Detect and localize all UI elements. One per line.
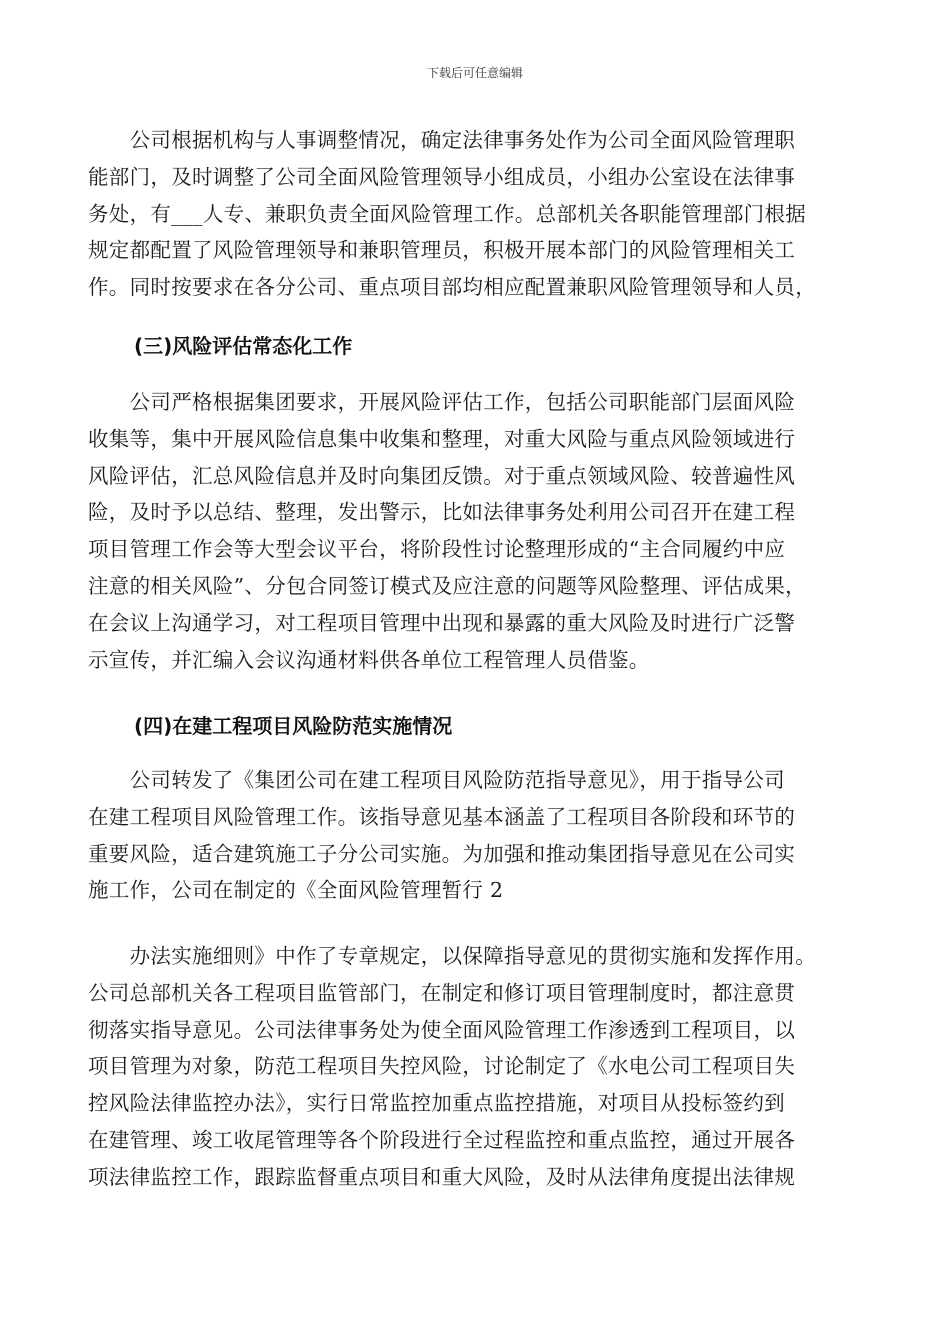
paragraph-risk-assessment [88, 384, 863, 678]
text-line: 项目管理工作会等大型会议平台，将阶段性讨论整理形成的“主合同履约中应 [88, 537, 786, 562]
text-line: 规定都配置了风险管理领导和兼职管理员，积极开展本部门的风险管理相关工 [88, 238, 796, 263]
text-line: 控风险法律监控办法》，实行日常监控加重点监控措施，对项目从投标签约到 [88, 1091, 785, 1116]
paragraph-project-risk [88, 762, 863, 909]
text-line: 收集等，集中开展风险信息集中收集和整理，对重大风险与重点风险领域进行 [88, 426, 796, 451]
text-line: 办法实施细则》中作了专章规定，以保障指导意见的贯彻实施和发挥作用。 [88, 944, 816, 968]
page-header: 下载后可任意编辑 [426, 66, 523, 80]
text-line: 公司严格根据集团要求，开展风险评估工作，包括公司职能部门层面风险 [88, 390, 796, 414]
text-line: 项法律监控工作，跟踪监督重点项目和重大风险，及时从法律角度提出法律规 [88, 1164, 796, 1189]
text-line: 项目管理为对象，防范工程项目失控风险，讨论制定了《水电公司工程项目失 [88, 1054, 796, 1079]
paragraph-org-structure [88, 122, 863, 306]
text-line: 在建管理、竣工收尾管理等各个阶段进行全过程监控和重点监控，通过开展各 [88, 1127, 796, 1152]
text-line: 注意的相关风险”、分包合同签订模式及应注意的问题等风险整理、评估成果， [88, 573, 806, 598]
text-line: 彻落实指导意见。公司法律事务处为使全面风险管理工作渗透到工程项目，以 [88, 1017, 796, 1042]
text-line: 务处，有___人专、兼职负责全面风险管理工作。总部机关各职能管理部门根据 [88, 201, 807, 226]
text-line: 在建工程项目风险管理工作。该指导意见基本涵盖了工程项目各阶段和环节的 [88, 804, 796, 829]
text-line: 公司转发了《集团公司在建工程项目风险防范指导意见》，用于指导公司 [88, 768, 785, 792]
text-line: 能部门，及时调整了公司全面风险管理领导小组成员，小组办公室设在法律事 [88, 164, 796, 189]
paragraph-implementation [88, 938, 863, 1196]
text-line: 在会议上沟通学习，对工程项目管理中出现和暴露的重大风险及时进行广泛警 [88, 610, 796, 635]
section-heading-3: (三)风险评估常态化工作 [134, 334, 353, 358]
text-line: 示宣传，并汇编入会议沟通材料供各单位工程管理人员借鉴。 [88, 647, 650, 672]
text-line: 风险评估，汇总风险信息并及时向集团反馈。对于重点领域风险、较普遍性风 [88, 463, 796, 488]
text-line: 作。同时按要求在各分公司、重点项目部均相应配置兼职风险管理领导和人员， [88, 275, 816, 300]
text-line: 施工作，公司在制定的《全面风险管理暂行 2 [88, 878, 504, 903]
text-line: 险，及时予以总结、整理，发出警示，比如法律事务处利用公司召开在建工程 [88, 500, 796, 525]
text-line: 公司根据机构与人事调整情况，确定法律事务处作为公司全面风险管理职 [88, 128, 796, 152]
text-line: 公司总部机关各工程项目监管部门，在制定和修订项目管理制度时，都注意贯 [88, 980, 796, 1005]
text-line: 重要风险，适合建筑施工子分公司实施。为加强和推动集团指导意见在公司实 [88, 841, 796, 866]
section-heading-4: (四)在建工程项目风险防范实施情况 [134, 714, 453, 738]
